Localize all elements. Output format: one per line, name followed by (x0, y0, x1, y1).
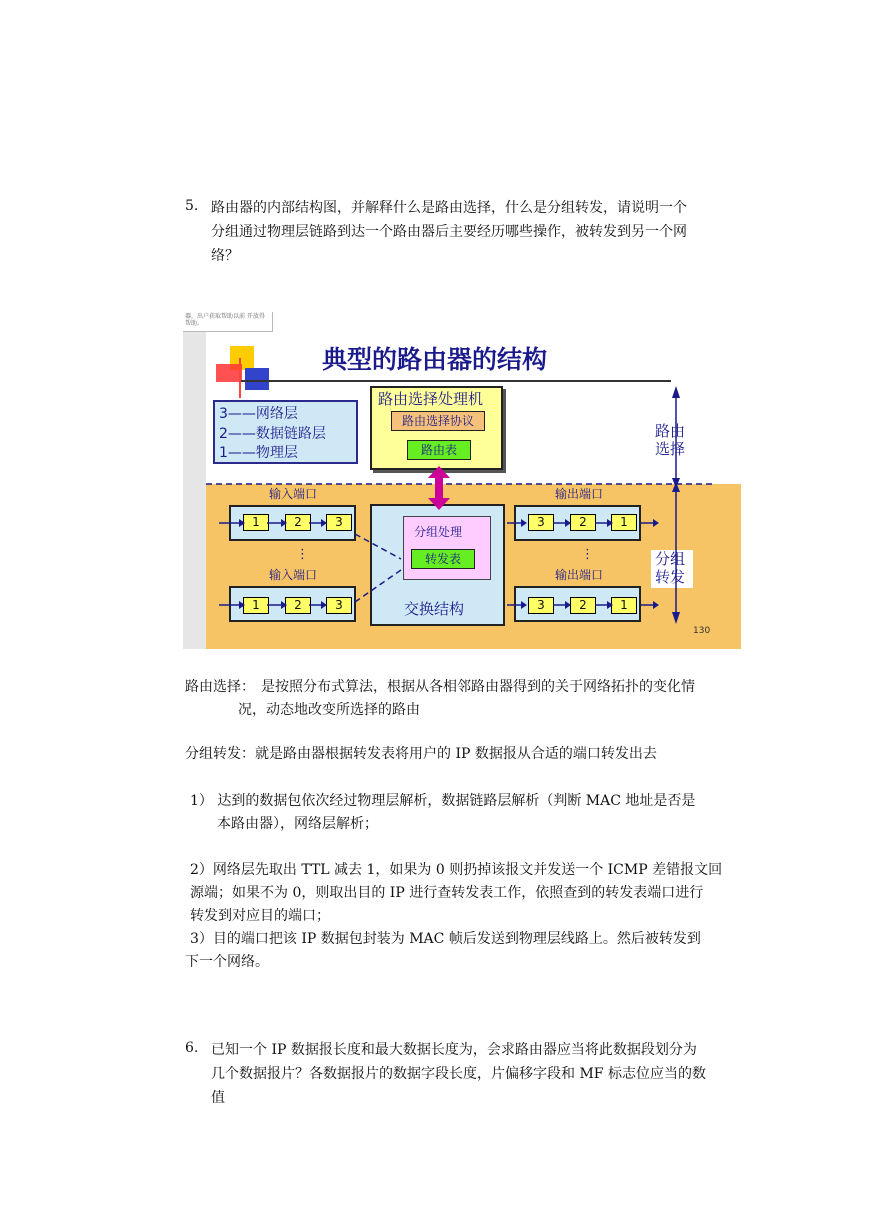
note-popup: 器，出户获取帮助以前 开放得帮助。 (183, 312, 273, 332)
input-port-label: 输入端口 (269, 487, 318, 501)
slide-page-number: 130 (693, 626, 711, 636)
arrow-up-icon (428, 466, 450, 478)
route-table: 路由表 (407, 440, 471, 460)
layer-3: 3——网络层 (219, 406, 298, 422)
router-structure-figure (183, 312, 741, 649)
step-2-line: 转发到对应目的端口； (190, 908, 330, 924)
port-cell: 2 (285, 597, 311, 614)
arrow-down-icon (672, 612, 680, 624)
arrow-right-icon (653, 601, 659, 609)
routing-text: 是按照分布式算法，根据从各相邻路由器得到的关于网络拓扑的变化情 (261, 679, 695, 695)
question-number: 5. (185, 198, 199, 214)
arrow-right-icon (521, 601, 527, 609)
port-cell: 1 (243, 514, 269, 531)
arrow-right-icon (565, 601, 571, 609)
figure-title: 典型的路由器的结构 (322, 345, 548, 374)
port-cell: 3 (326, 514, 352, 531)
output-dots: ⋮ (581, 547, 594, 562)
lookup-line (355, 534, 401, 559)
question-line: 路由器的内部结构图，并解释什么是路由选择，什么是分组转发，请说明一个 (211, 200, 687, 216)
layer-2: 2——数据链路层 (219, 426, 326, 442)
port-cell: 2 (570, 514, 596, 531)
port-cell: 3 (528, 597, 554, 614)
port-cell: 1 (611, 597, 637, 614)
step-2-line: 源端；如果不为 0，则取出目的 IP 进行查转发表工作，依照查到的转发表端口进行 (190, 885, 704, 901)
layer-1: 1——物理层 (219, 445, 298, 461)
output-port-label: 输出端口 (555, 568, 604, 582)
port-cell: 2 (285, 514, 311, 531)
step-3-line: 下一个网络。 (185, 954, 269, 970)
arrow-right-icon (607, 519, 613, 527)
port-cell: 2 (570, 597, 596, 614)
step-1-line: 1） 达到的数据包依次经过物理层解析，数据链路层解析（判断 MAC 地址是否是 (190, 793, 696, 809)
question-line: 分组通过物理层链路到达一个路由器后主要经历哪些操作，被转发到另一个网 (211, 224, 687, 240)
routing-definition-line: 况，动态地改变所选择的路由 (238, 702, 420, 718)
question-line: 几个数据报片？各数据报片的数据字段长度，片偏移字段和 MF 标志位应当的数 (211, 1066, 706, 1082)
switch-fabric-label: 交换结构 (404, 600, 465, 618)
port-cell: 3 (326, 597, 352, 614)
port-cell: 1 (243, 597, 269, 614)
arrow-right-icon (653, 519, 659, 527)
arrow-right-icon (565, 519, 571, 527)
question-line: 已知一个 IP 数据报长度和最大数据长度为，会求路由器应当将此数据段划分为 (211, 1042, 697, 1058)
step-1-line: 本路由器），网络层解析； (217, 816, 378, 832)
side-label-line: 路由 (655, 422, 686, 440)
lookup-line (355, 570, 401, 602)
side-label-line: 分组 (655, 550, 686, 568)
arrow-right-icon (281, 519, 287, 527)
packet-processing-label: 分组处理 (414, 525, 463, 539)
routing-definition-line (185, 677, 695, 697)
input-port-label: 输入端口 (269, 568, 318, 582)
figure-arrows (183, 312, 741, 649)
forward-table: 转发表 (411, 549, 475, 569)
question-line: 值 (211, 1090, 225, 1106)
question-line: 络？ (211, 248, 239, 264)
arrow-right-icon (607, 601, 613, 609)
arrow-right-icon (281, 601, 287, 609)
question-number: 6. (185, 1040, 199, 1056)
input-dots: ⋮ (296, 547, 309, 562)
arrow-right-icon (239, 519, 245, 527)
route-protocol: 路由选择协议 (391, 411, 485, 431)
step-2-line: 2）网络层先取出 TTL 减去 1，如果为 0 则扔掉该报文并发送一个 ICMP 差错报文回 (190, 862, 723, 878)
arrow-right-icon (239, 601, 245, 609)
port-cell: 3 (528, 514, 554, 531)
arrow-right-icon (321, 519, 327, 527)
port-cell: 1 (611, 514, 637, 531)
route-processor-label: 路由选择处理机 (378, 390, 484, 408)
arrow-right-icon (521, 519, 527, 527)
side-label-line: 转发 (655, 568, 686, 586)
routing-label: 路由选择： (185, 679, 255, 695)
output-port-label: 输出端口 (555, 487, 604, 501)
step-3-line: 3）目的端口把该 IP 数据包封装为 MAC 帧后发送到物理层线路上。然后被转发到 (190, 931, 701, 947)
arrow-up-icon (672, 386, 680, 398)
arrow-down-icon (428, 498, 450, 510)
side-label-line: 选择 (655, 440, 686, 458)
forwarding-definition: 分组转发：就是路由器根据转发表将用户的 IP 数据报从合适的端口转发出去 (185, 746, 657, 762)
arrow-right-icon (321, 601, 327, 609)
